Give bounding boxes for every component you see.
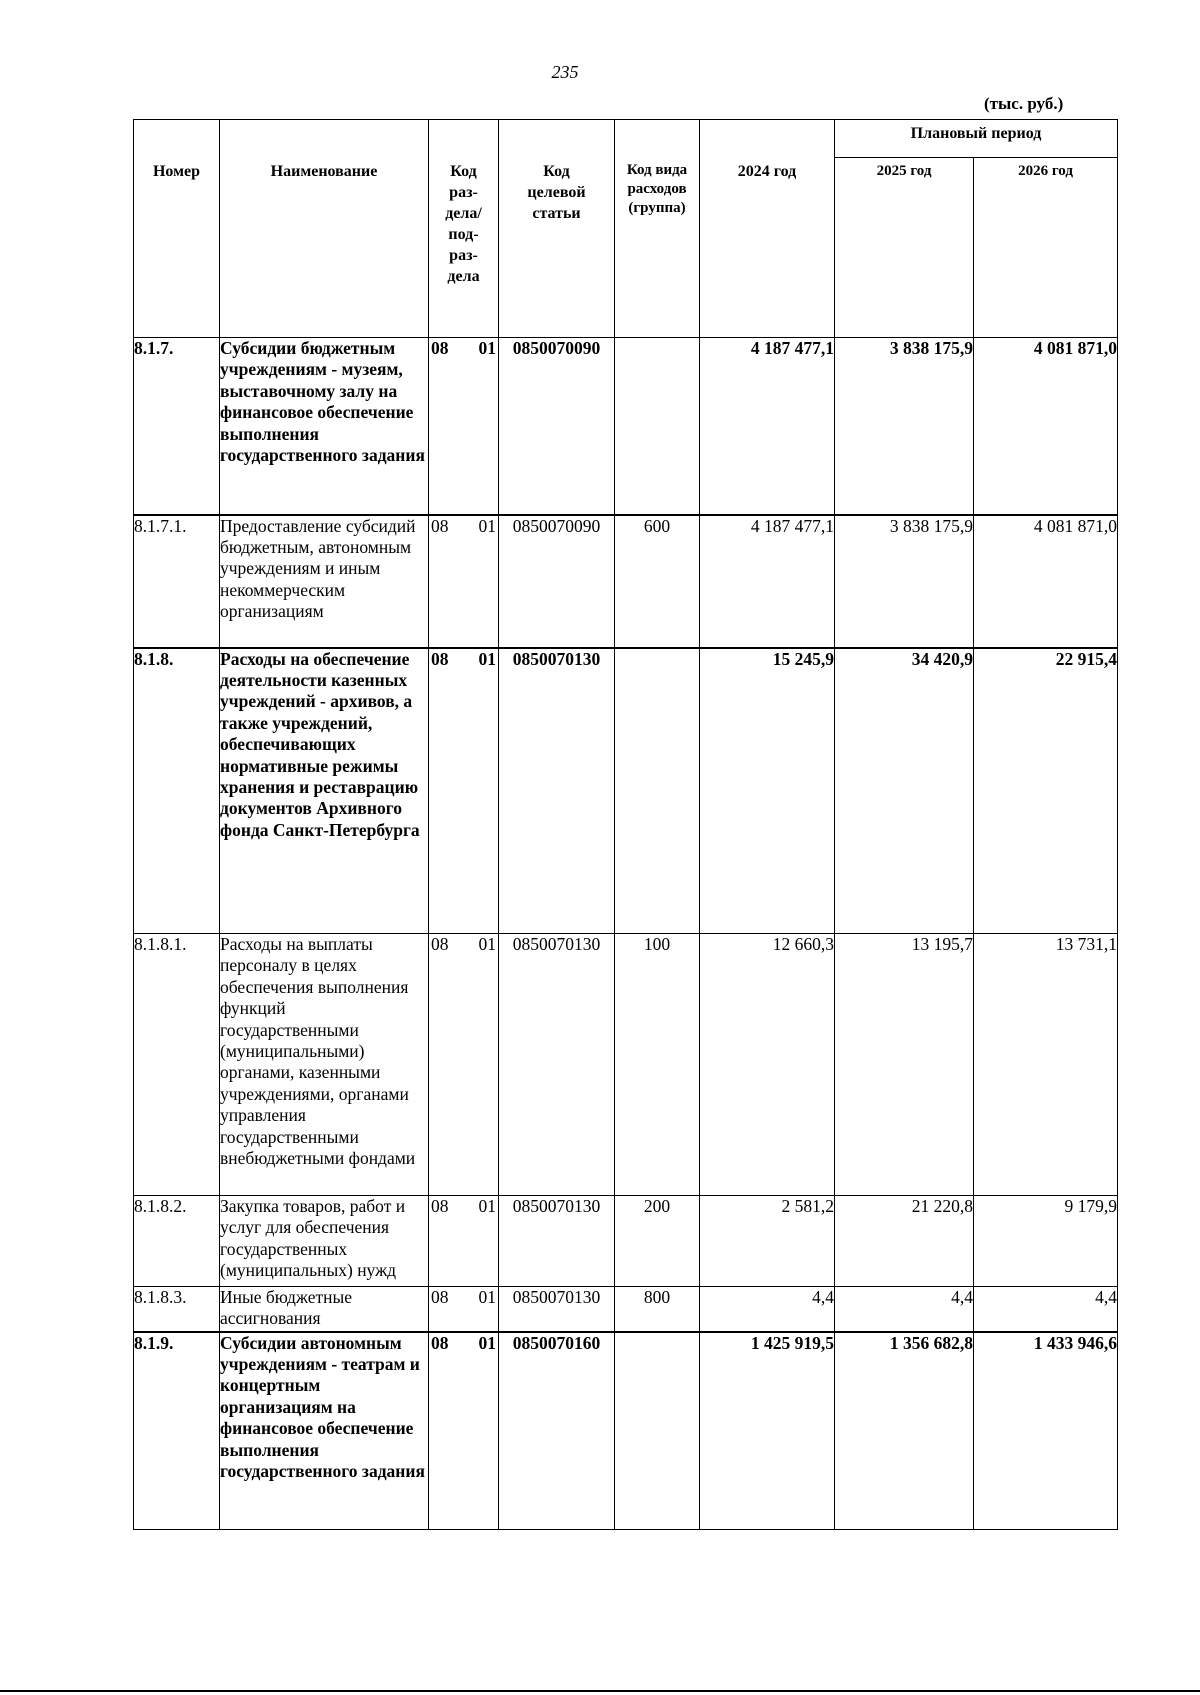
cell-number: 8.1.8.2. bbox=[134, 1196, 220, 1287]
table-row bbox=[134, 934, 1118, 1196]
table-row bbox=[134, 1287, 1118, 1332]
cell-name: Расходы на обеспечение деятельности казенных учреждений - архивов, а также учреждений, обеспечивающих нормативные режимы хранения и реставрацию документов Архивного фонда Санкт-Петербурга bbox=[220, 648, 429, 934]
header-vr: Код вида расходов (группа) bbox=[615, 120, 700, 338]
page-number: 235 bbox=[551, 62, 579, 82]
cell-name: Расходы на выплаты персоналу в целях обеспечения выполнения функций государственными (муниципальными) органами, казенными учреждениями, органами управления государственными внебюджетными фондами bbox=[220, 934, 429, 1196]
table-header bbox=[134, 120, 1118, 338]
cell-number: 8.1.8.1. bbox=[134, 934, 220, 1196]
cell-razdel bbox=[429, 1287, 499, 1332]
cell-2025: 4,4 bbox=[835, 1287, 974, 1332]
cell-2025: 3 838 175,9 bbox=[835, 338, 974, 515]
cell-razdel bbox=[429, 1332, 499, 1530]
budget-table bbox=[133, 119, 1118, 1530]
cell-razdel-code: 08 bbox=[431, 648, 449, 669]
cell-razdel-code: 08 bbox=[431, 934, 449, 954]
cell-2026: 22 915,4 bbox=[974, 648, 1118, 934]
cell-number: 8.1.9. bbox=[134, 1332, 220, 1530]
header-razdel: Код раз-дела/ под-раз-дела bbox=[429, 120, 499, 338]
cell-2025: 34 420,9 bbox=[835, 648, 974, 934]
cell-vr bbox=[615, 1332, 700, 1530]
table-body bbox=[134, 338, 1118, 1530]
cell-razdel-code: 08 bbox=[431, 515, 449, 536]
header-csr: Код целевой статьи bbox=[499, 120, 615, 338]
cell-2025: 21 220,8 bbox=[835, 1196, 974, 1287]
cell-2024: 4,4 bbox=[700, 1287, 835, 1332]
cell-2026: 4 081 871,0 bbox=[974, 515, 1118, 648]
units-label: (тыс. руб.) bbox=[984, 94, 1064, 113]
table-row bbox=[134, 1196, 1118, 1287]
cell-name: Предоставление субсидий бюджетным, автономным учреждениям и иным некоммерческим организациям bbox=[220, 515, 429, 648]
cell-csr: 0850070130 bbox=[499, 1287, 615, 1332]
cell-vr bbox=[615, 338, 700, 515]
cell-name: Субсидии автономным учреждениям - театрам и концертным организациям на финансовое обеспечение выполнения государственного задания bbox=[220, 1332, 429, 1530]
cell-2026: 4,4 bbox=[974, 1287, 1118, 1332]
cell-csr: 0850070130 bbox=[499, 934, 615, 1196]
cell-podrazdel-code: 01 bbox=[478, 515, 496, 536]
header-plan-period: Плановый период bbox=[835, 120, 1118, 158]
cell-razdel bbox=[429, 934, 499, 1196]
cell-csr: 0850070130 bbox=[499, 1196, 615, 1287]
cell-2024: 15 245,9 bbox=[700, 648, 835, 934]
cell-razdel bbox=[429, 648, 499, 934]
cell-razdel bbox=[429, 1196, 499, 1287]
cell-2025: 13 195,7 bbox=[835, 934, 974, 1196]
cell-razdel bbox=[429, 515, 499, 648]
cell-vr bbox=[615, 648, 700, 934]
cell-2026: 9 179,9 bbox=[974, 1196, 1118, 1287]
cell-csr: 0850070090 bbox=[499, 515, 615, 648]
cell-2025: 3 838 175,9 bbox=[835, 515, 974, 648]
cell-2024: 2 581,2 bbox=[700, 1196, 835, 1287]
cell-2024: 4 187 477,1 bbox=[700, 515, 835, 648]
cell-podrazdel-code: 01 bbox=[478, 1196, 496, 1216]
cell-number: 8.1.8.3. bbox=[134, 1287, 220, 1332]
cell-vr: 600 bbox=[615, 515, 700, 648]
header-name: Наименование bbox=[220, 120, 429, 338]
cell-csr: 0850070130 bbox=[499, 648, 615, 934]
cell-razdel-code: 08 bbox=[431, 1287, 449, 1307]
cell-podrazdel-code: 01 bbox=[478, 648, 496, 669]
cell-csr: 0850070090 bbox=[499, 338, 615, 515]
cell-vr: 800 bbox=[615, 1287, 700, 1332]
header-number: Номер bbox=[134, 120, 220, 338]
cell-2024: 4 187 477,1 bbox=[700, 338, 835, 515]
cell-podrazdel-code: 01 bbox=[478, 1332, 496, 1353]
cell-name: Закупка товаров, работ и услуг для обеспечения государственных (муниципальных) нужд bbox=[220, 1196, 429, 1287]
cell-vr: 200 bbox=[615, 1196, 700, 1287]
cell-razdel-code: 08 bbox=[431, 338, 449, 358]
cell-vr: 100 bbox=[615, 934, 700, 1196]
cell-2026: 13 731,1 bbox=[974, 934, 1118, 1196]
cell-csr: 0850070160 bbox=[499, 1332, 615, 1530]
table-row bbox=[134, 515, 1118, 648]
cell-2026: 1 433 946,6 bbox=[974, 1332, 1118, 1530]
cell-razdel-code: 08 bbox=[431, 1196, 449, 1216]
cell-number: 8.1.7.1. bbox=[134, 515, 220, 648]
page-bottom-rule bbox=[0, 1690, 1200, 1692]
cell-number: 8.1.7. bbox=[134, 338, 220, 515]
cell-podrazdel-code: 01 bbox=[478, 934, 496, 954]
header-2024: 2024 год bbox=[700, 120, 835, 338]
table-row bbox=[134, 338, 1118, 515]
cell-2026: 4 081 871,0 bbox=[974, 338, 1118, 515]
cell-podrazdel-code: 01 bbox=[478, 338, 496, 358]
cell-razdel bbox=[429, 338, 499, 515]
cell-number: 8.1.8. bbox=[134, 648, 220, 934]
table-row bbox=[134, 1332, 1118, 1530]
cell-name: Субсидии бюджетным учреждениям - музеям, выставочному залу на финансовое обеспечение выполнения государственного задания bbox=[220, 338, 429, 515]
cell-name: Иные бюджетные ассигнования bbox=[220, 1287, 429, 1332]
cell-2025: 1 356 682,8 bbox=[835, 1332, 974, 1530]
header-2025: 2025 год bbox=[835, 158, 974, 338]
header-2026: 2026 год bbox=[974, 158, 1118, 338]
cell-podrazdel-code: 01 bbox=[478, 1287, 496, 1307]
table-row bbox=[134, 648, 1118, 934]
cell-2024: 12 660,3 bbox=[700, 934, 835, 1196]
cell-2024: 1 425 919,5 bbox=[700, 1332, 835, 1530]
cell-razdel-code: 08 bbox=[431, 1332, 449, 1353]
